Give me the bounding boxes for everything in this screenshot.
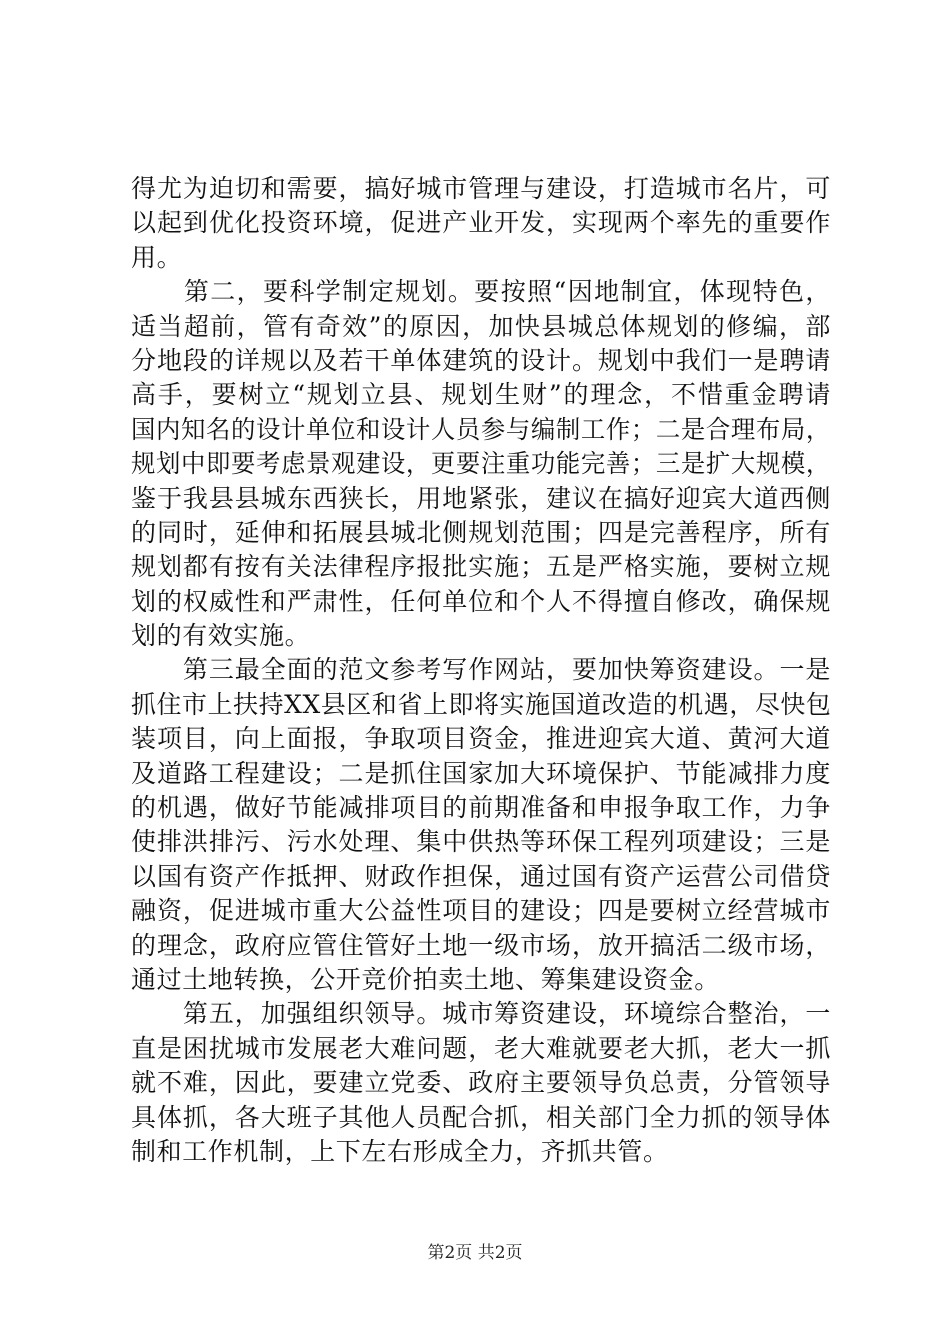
text-line: 第三最全面的范文参考写作网站，要加快筹资建设。一是 — [131, 655, 831, 685]
page-footer: 第2页 共2页 — [427, 1243, 523, 1263]
text-line: 得尤为迫切和需要，搞好城市管理与建设，打造城市名片，可 — [131, 174, 831, 203]
text-line: 以国有资产作抵押、财政作担保，通过国有资产运营公司借贷 — [131, 861, 831, 891]
text-line: 规划中即要考虑景观建设，更要注重功能完善；三是扩大规模， — [131, 449, 831, 479]
text-line: 就不难，因此，要建立党委、政府主要领导负总责，分管领导 — [131, 1068, 831, 1098]
text-line: 制和工作机制，上下左右形成全力，齐抓共管。 — [131, 1136, 669, 1166]
text-line: 具体抓，各大班子其他人员配合抓，相关部门全力抓的领导体 — [131, 1102, 831, 1132]
text-line: 划的权威性和严肃性，任何单位和个人不得擅自修改，确保规 — [131, 586, 831, 616]
text-line: 规划都有按有关法律程序报批实施；五是严格实施，要树立规 — [131, 552, 831, 582]
text-line: 第五，加强组织领导。城市筹资建设，环境综合整治，一 — [131, 999, 831, 1029]
text-line: 的同时，延伸和拓展县城北侧规划范围；四是完善程序，所有 — [131, 517, 831, 547]
text-line: 高手，要树立“规划立县、规划生财”的理念，不惜重金聘请 — [131, 380, 831, 410]
text-line: 用。 — [131, 242, 183, 272]
text-line: 通过土地转换，公开竞价拍卖土地、筹集建设资金。 — [131, 964, 720, 994]
text-line: 的机遇，做好节能减排项目的前期准备和申报争取工作，力争 — [131, 793, 831, 823]
text-line: 直是困扰城市发展老大难问题，老大难就要老大抓，老大一抓 — [131, 1033, 831, 1063]
text-line: 抓住市上扶持XX县区和省上即将实施国道改造的机遇，尽快包 — [131, 689, 832, 719]
text-line: 分地段的详规以及若干单体建筑的设计。规划中我们一是聘请 — [131, 345, 831, 375]
text-line: 划的有效实施。 — [131, 621, 311, 651]
text-line: 装项目，向上面报，争取项目资金，推进迎宾大道、黄河大道 — [131, 724, 831, 754]
document-body — [131, 172, 831, 1169]
text-line: 以起到优化投资环境，促进产业开发，实现两个率先的重要作 — [131, 208, 831, 238]
text-line: 的理念，政府应管住管好土地一级市场，放开搞活二级市场， — [131, 930, 831, 960]
text-line: 适当超前，管有奇效”的原因，加快县城总体规划的修编，部 — [131, 311, 831, 341]
text-line: 国内知名的设计单位和设计人员参与编制工作；二是合理布局， — [131, 414, 831, 444]
text-line: 第二，要科学制定规划。要按照“因地制宜，体现特色， — [131, 277, 831, 307]
text-line: 及道路工程建设；二是抓住国家加大环境保护、节能减排力度 — [131, 758, 831, 788]
text-line: 融资，促进城市重大公益性项目的建设；四是要树立经营城市 — [131, 896, 831, 926]
text-line: 鉴于我县县城东西狭长，用地紧张，建议在搞好迎宾大道西侧 — [131, 483, 831, 513]
text-line: 使排洪排污、污水处理、集中供热等环保工程列项建设；三是 — [131, 827, 831, 857]
